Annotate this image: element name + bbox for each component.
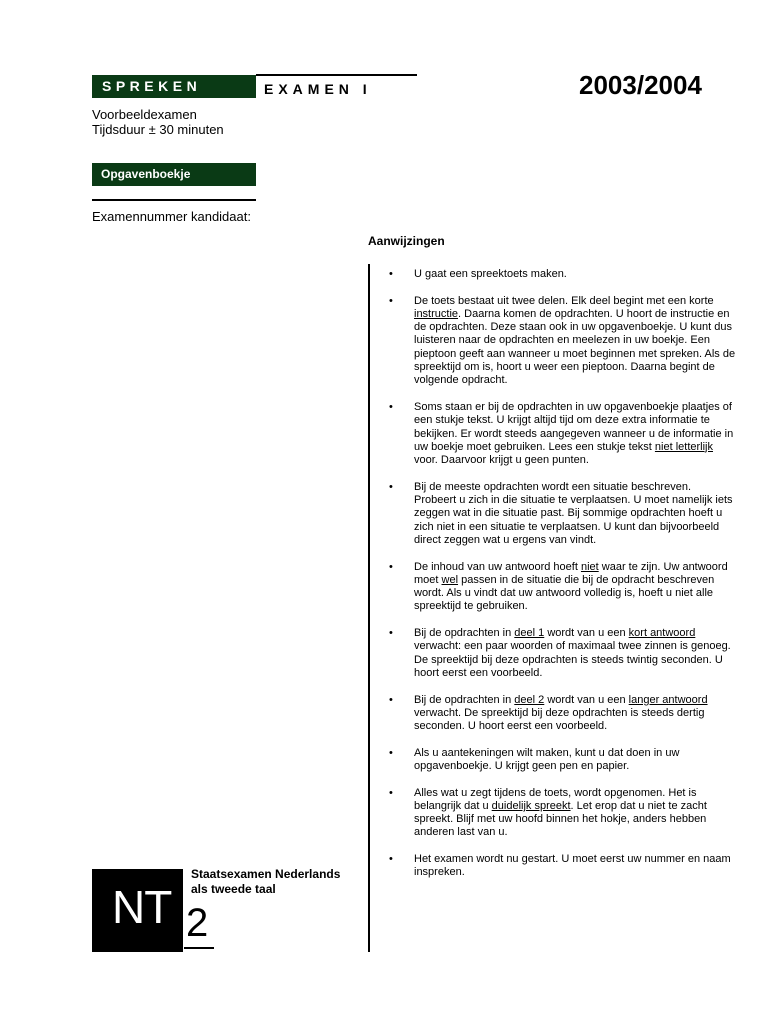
instruction-item: [386, 401, 736, 467]
emphasized-text: duidelijk spreekt: [491, 799, 571, 812]
instruction-text: De inhoud van uw antwoord hoeft: [414, 560, 581, 573]
header-rule: [256, 74, 417, 76]
instruction-text: U gaat een spreektoets maken.: [414, 268, 567, 280]
instructions-list: [386, 268, 736, 893]
booklet-label: Opgavenboekje: [92, 163, 256, 186]
instruction-text: . Daarna komen de opdrachten. U hoort de instructie en de opdrachten. Deze staan ook in uw opgavenboekje. U kunt dus luisteren naar de opdrachten en meelezen in uw boekje. Een pieptoon geeft aan wanneer u moet beginnen met spreken. Als de spreektijd om is, hoort u weer een pieptoon. Daarna begint de volgende opdracht.: [414, 307, 736, 387]
logo-text-line1: Staatsexamen Nederlands: [191, 867, 341, 881]
emphasized-text: langer antwoord: [628, 693, 708, 706]
emphasized-text: deel 1: [514, 627, 545, 640]
instruction-item: [386, 627, 736, 680]
emphasized-text: niet: [580, 560, 599, 573]
instruction-item: [386, 747, 736, 774]
instruction-item: [386, 268, 736, 281]
instruction-text: Bij de opdrachten in: [414, 627, 515, 640]
instruction-item: [386, 481, 736, 547]
logo-number: 2: [186, 901, 209, 945]
instruction-item: [386, 787, 736, 840]
logo-number-underline: [184, 947, 214, 949]
emphasized-text: niet letterlijk: [654, 440, 713, 453]
exam-year: 2003/2004: [579, 70, 702, 100]
instruction-item: [386, 853, 736, 880]
exam-title: EXAMEN I: [264, 81, 372, 97]
instruction-text: Het examen wordt nu gestart. U moet eerst uw nummer en naam inspreken.: [414, 853, 731, 879]
instruction-text: waar te zijn. Uw antwoord moet: [414, 560, 728, 586]
instruction-item: [386, 561, 736, 614]
exam-type: Voorbeeldexamen: [92, 107, 197, 122]
logo-text-line2: als tweede taal: [191, 882, 276, 896]
instruction-item: [386, 295, 736, 388]
instruction-text: voor. Daarvoor krijgt u geen punten.: [414, 454, 589, 467]
instruction-text: verwacht. De spreektijd bij deze opdrachten is steeds dertig seconden. U hoort eerst een voorbeeld.: [414, 706, 705, 733]
emphasized-text: wel: [441, 573, 459, 586]
instruction-text: . Let erop dat u niet te zacht spreekt. Blijf met uw hoofd binnen het hokje, anders hebben anderen last van u.: [414, 799, 707, 839]
instruction-text: wordt van u een: [544, 627, 629, 640]
emphasized-text: deel 2: [514, 693, 545, 706]
instruction-text: Alles wat u zegt tijdens de toets, wordt opgenomen. Het is belangrijk dat u: [414, 786, 697, 812]
instruction-text: Bij de meeste opdrachten wordt een situatie beschreven. Probeert u zich in die situatie te verplaatsen. U moet namelijk iets zeggen wat in die situatie past. Bij sommige opdrachten hoeft u zich niet in een situatie te verplaatsen. U kunt dan bijvoorbeeld direct zeggen wat u ergens van vindt.: [414, 480, 733, 546]
divider: [92, 199, 256, 201]
emphasized-text: kort antwoord: [628, 627, 696, 640]
exam-duration: Tijdsduur ± 30 minuten: [92, 122, 224, 137]
instruction-text: passen in de situatie die bij de opdracht beschreven wordt. Als u vindt dat uw antwoord volledig is, hoeft u niet alle spreektijd te gebruiken.: [414, 573, 715, 613]
instruction-text: Bij de opdrachten in: [414, 693, 515, 706]
section-title: SPREKEN: [92, 75, 256, 98]
instruction-text: Soms staan er bij de opdrachten in uw opgavenboekje plaatjes of een stukje tekst. U krijgt altijd tijd om deze extra informatie te bekijken. Er wordt steeds aangegeven wanneer u de informatie in uw boekje moet gebruiken. Lees een stukje tekst: [414, 400, 734, 453]
instruction-text: De toets bestaat uit twee delen. Elk deel begint met een korte: [414, 294, 714, 307]
instruction-text: Als u aantekeningen wilt maken, kunt u dat doen in uw opgavenboekje. U krijgt geen pen en papier.: [414, 746, 680, 772]
logo-letters: NT: [112, 881, 172, 933]
candidate-number-label: Examennummer kandidaat:: [92, 209, 251, 224]
instruction-text: wordt van u een: [544, 693, 629, 706]
instruction-item: [386, 694, 736, 734]
instruction-text: verwacht: een paar woorden of maximaal twee zinnen is genoeg. De spreektijd bij deze opdrachten is steeds twintig seconden. U hoort eerst een voorbeeld.: [414, 640, 731, 679]
instructions-title: Aanwijzingen: [368, 234, 445, 248]
emphasized-text: instructie: [414, 307, 459, 320]
instructions-rule: [368, 264, 370, 952]
